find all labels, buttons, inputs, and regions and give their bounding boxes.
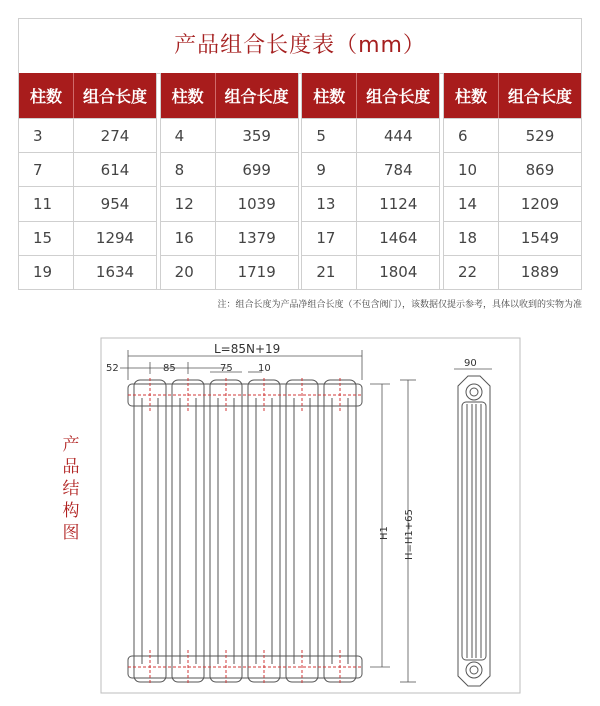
header-columns: 柱数 bbox=[29, 87, 62, 106]
header-columns: 柱数 bbox=[171, 87, 204, 106]
header-length: 组合长度 bbox=[73, 73, 156, 118]
cell-columns: 12 bbox=[174, 195, 194, 213]
cell-length: 1464 bbox=[356, 222, 439, 255]
cell-length: 699 bbox=[215, 153, 298, 186]
cell-columns: 19 bbox=[33, 263, 53, 282]
radiator-column bbox=[248, 380, 280, 682]
cell-columns: 6 bbox=[457, 126, 468, 145]
cell-columns: 11 bbox=[33, 195, 53, 213]
cell-columns: 18 bbox=[457, 229, 478, 248]
cell-length: 444 bbox=[356, 119, 439, 152]
cell-length: 1039 bbox=[215, 187, 298, 220]
cell-length: 954 bbox=[73, 187, 156, 220]
table-note: 注：组合长度为产品净组合长度（不包含阀门），该数据仅提示参考，具体以收到的实物为准 bbox=[217, 300, 582, 310]
cell-columns: 4 bbox=[174, 126, 185, 145]
cell-columns: 3 bbox=[33, 126, 43, 145]
cell-length: 359 bbox=[215, 119, 298, 152]
cell-columns: 13 bbox=[316, 195, 336, 213]
cell-length: 1549 bbox=[498, 222, 581, 255]
dim-depth: 90 bbox=[464, 358, 477, 369]
cell-length: 1804 bbox=[356, 256, 439, 289]
cell-columns: 22 bbox=[457, 263, 478, 282]
cell-columns: 21 bbox=[316, 263, 336, 282]
cell-columns: 8 bbox=[174, 160, 185, 179]
header-columns: 柱数 bbox=[454, 87, 487, 106]
radiator-column bbox=[324, 380, 356, 682]
dim-width-a: 75 bbox=[220, 363, 233, 374]
cell-columns: 10 bbox=[457, 160, 478, 179]
cell-columns: 7 bbox=[33, 160, 43, 179]
cell-length: 1634 bbox=[73, 256, 156, 289]
cell-length: 1719 bbox=[215, 256, 298, 289]
radiator-column bbox=[172, 380, 204, 682]
cell-columns: 5 bbox=[316, 126, 326, 145]
table-title: 产品组合长度表（mm） bbox=[19, 19, 581, 74]
cell-length: 529 bbox=[498, 119, 581, 152]
radiator-front-view bbox=[128, 380, 362, 682]
dim-total: L=85N+19 bbox=[214, 342, 281, 356]
cell-length: 1379 bbox=[215, 222, 298, 255]
cell-length: 1294 bbox=[73, 222, 156, 255]
structure-label-char: 结 bbox=[62, 479, 80, 499]
structure-label-char: 图 bbox=[62, 523, 80, 543]
cell-length: 274 bbox=[73, 119, 156, 152]
structure-label-char: 构 bbox=[62, 501, 80, 521]
cell-length: 1209 bbox=[498, 187, 581, 220]
cell-columns: 9 bbox=[316, 160, 326, 179]
cell-length: 1124 bbox=[356, 187, 439, 220]
radiator-column bbox=[210, 380, 242, 682]
dim-pitch: 85 bbox=[163, 363, 176, 374]
radiator-column bbox=[134, 380, 166, 682]
cell-length: 614 bbox=[73, 153, 156, 186]
dim-edge: 52 bbox=[106, 363, 119, 374]
header-length: 组合长度 bbox=[215, 73, 298, 118]
cell-columns: 15 bbox=[33, 229, 53, 248]
radiator-side-view bbox=[458, 376, 490, 686]
structure-label-char: 产 bbox=[62, 435, 80, 455]
cell-length: 784 bbox=[356, 153, 439, 186]
header-columns: 柱数 bbox=[313, 87, 346, 106]
cell-columns: 16 bbox=[174, 229, 194, 248]
cell-length: 869 bbox=[498, 153, 581, 186]
cell-columns: 14 bbox=[457, 195, 478, 213]
cell-columns: 20 bbox=[174, 263, 194, 282]
header-length: 组合长度 bbox=[356, 73, 439, 118]
header-length: 组合长度 bbox=[498, 73, 581, 118]
cell-length: 1889 bbox=[498, 256, 581, 289]
dim-h: H=H1+65 bbox=[404, 509, 415, 560]
radiator-column bbox=[286, 380, 318, 682]
cell-columns: 17 bbox=[316, 229, 336, 248]
dim-gap: 10 bbox=[258, 363, 271, 374]
structure-label-char: 品 bbox=[62, 457, 80, 477]
dim-h1: H1 bbox=[379, 526, 390, 540]
